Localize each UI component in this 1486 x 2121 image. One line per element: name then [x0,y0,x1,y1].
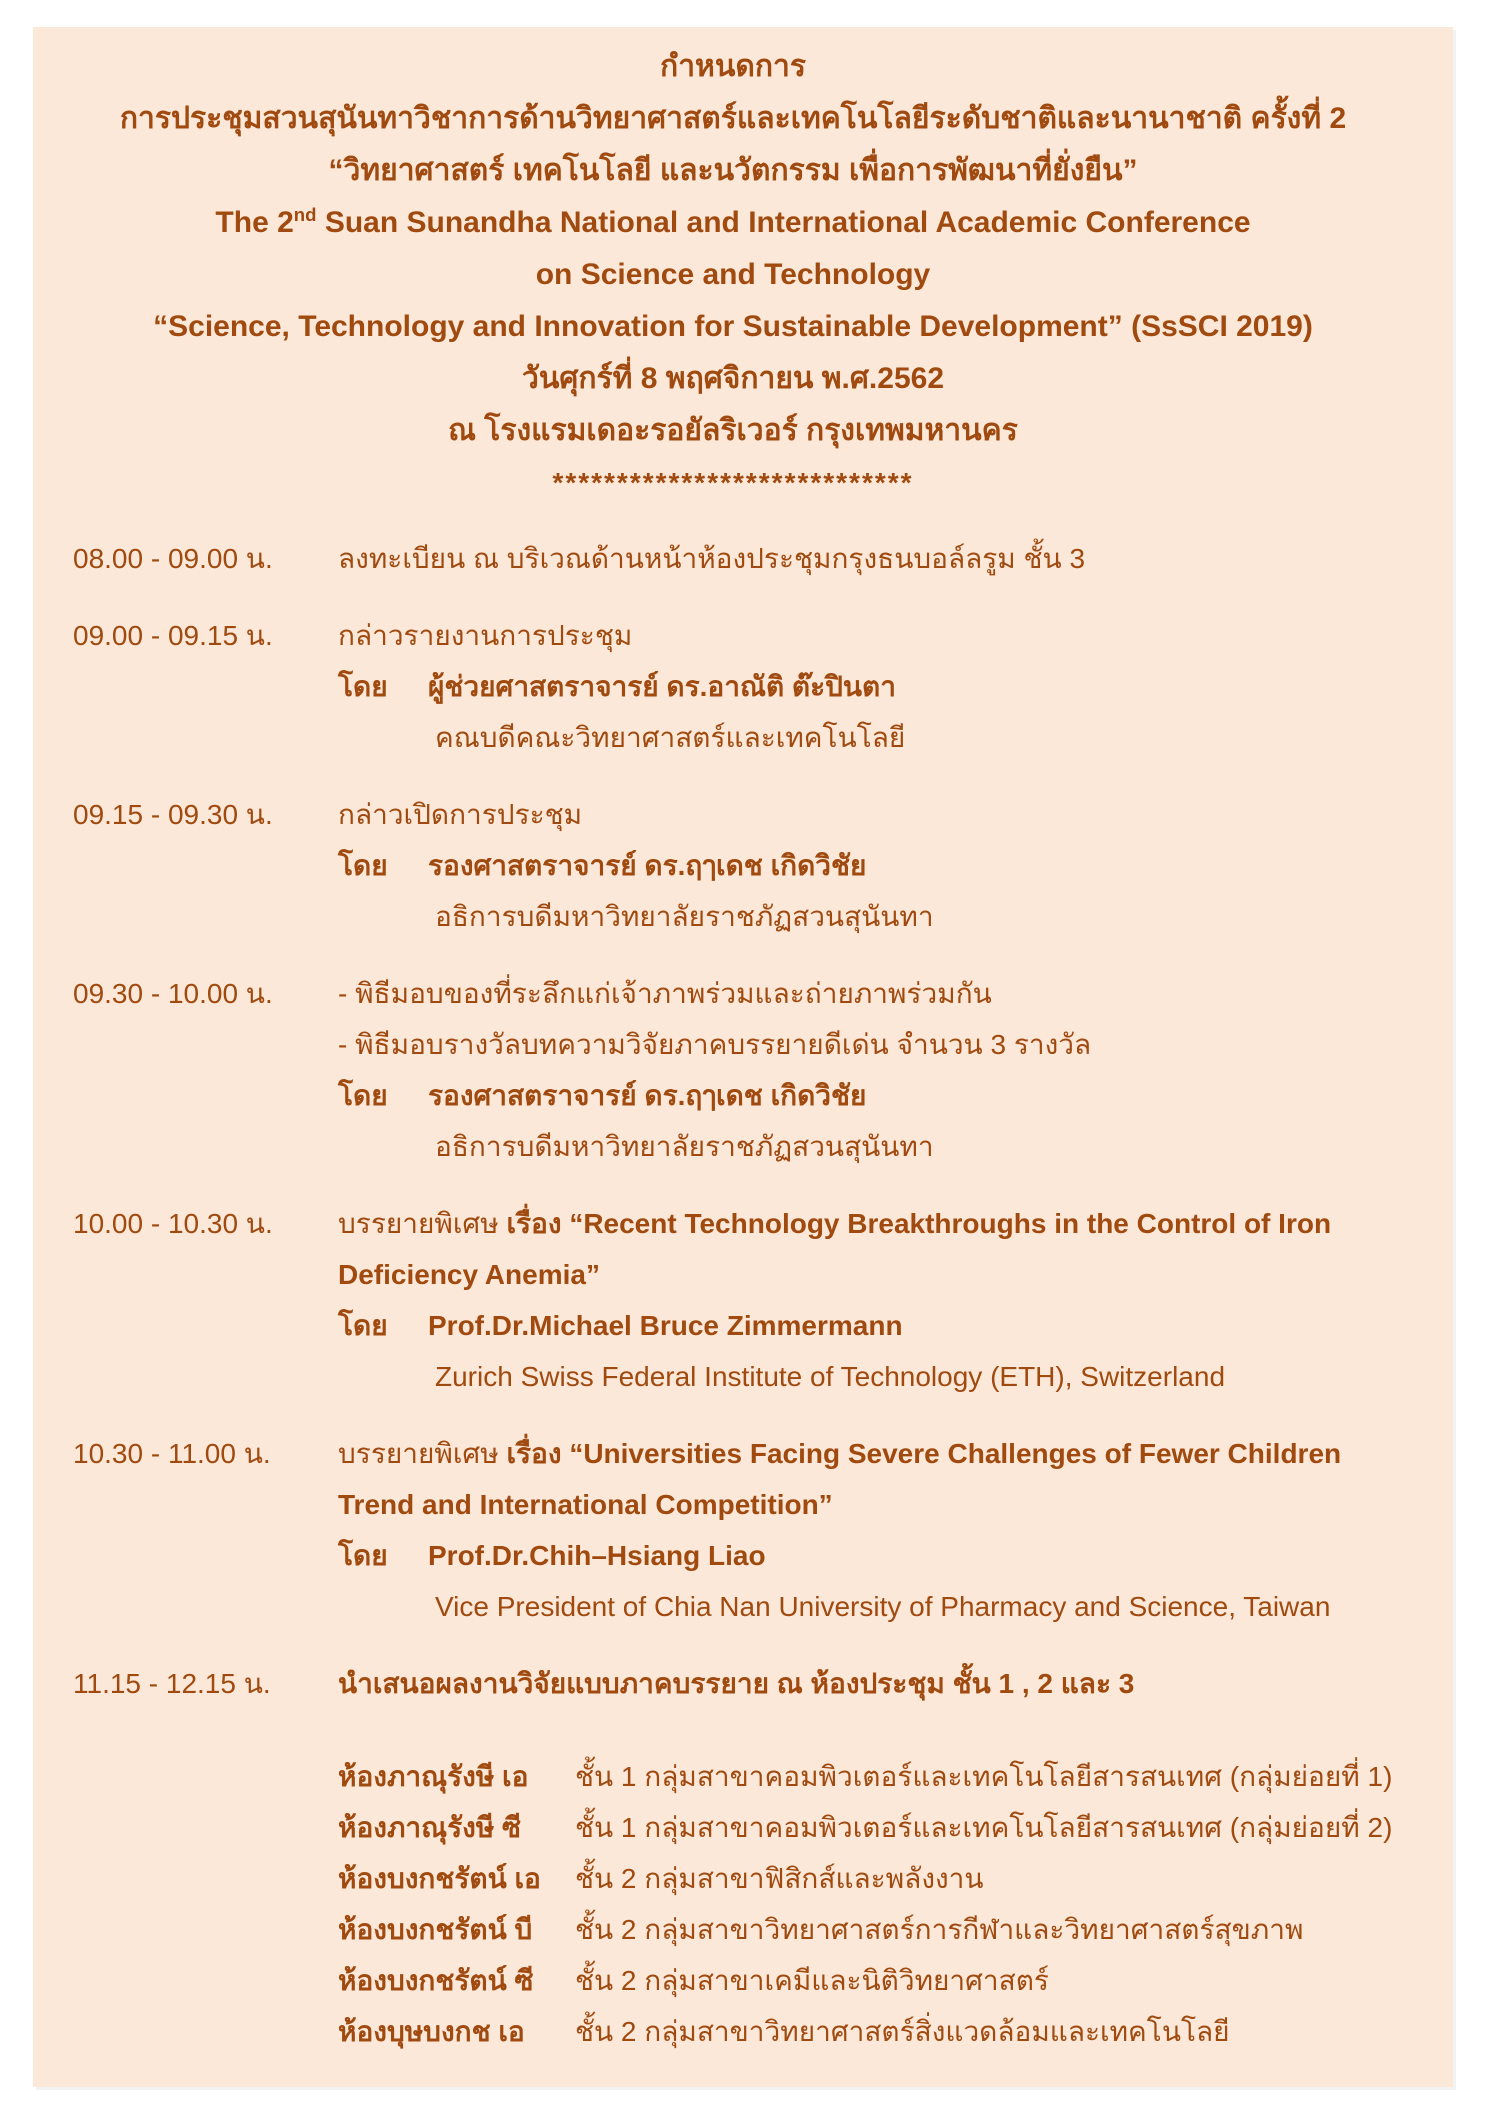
speaker-line [338,661,1425,712]
speaker-line [338,840,1425,891]
room-name: ห้องบุษบงกช เอ [338,2016,525,2047]
schedule-time: 09.15 - 09.30 น. [73,799,273,830]
schedule-line: กล่าวเปิดการประชุม [338,799,583,830]
speaker-line [338,1070,1425,1121]
conference-name-thai: การประชุมสวนสุนันทาวิชาการด้านวิทยาศาสตร์และเทคโนโลยีระดับชาติและนานาชาติ ครั้งที่ 2 [119,102,1347,135]
ordinal-superscript: nd [293,204,317,225]
schedule-content [338,1198,1425,1402]
schedule-content [338,1658,1425,1709]
speaker-affiliation: อธิการบดีมหาวิทยาลัยราชภัฏสวนสุนันทา [435,901,934,932]
rooms-list [338,1751,1425,2057]
speaker-affiliation: คณบดีคณะวิทยาศาสตร์และเทคโนโลยี [435,722,906,753]
schedule-content [338,789,1425,942]
conference-name-english-rest: Suan Sunandha National and International Academic Conference [316,206,1251,239]
room-row [338,1853,1425,1904]
by-label: โดย [338,1540,388,1571]
schedule-content [338,968,1425,1172]
conference-theme-english: “Science, Technology and Innovation for Sustainable Development” (SsSCI 2019) [153,310,1313,343]
speaker-line [338,1530,1425,1581]
room-row [338,1955,1425,2006]
schedule-time: 10.00 - 10.30 น. [73,1208,273,1239]
schedule-line: กล่าวรายงานการประชุม [338,620,633,651]
speaker-name: Prof.Dr.Chih–Hsiang Liao [428,1540,766,1571]
star-divider: **************************** [552,467,914,498]
schedule-content [338,533,1425,584]
document-header [41,41,1425,509]
speaker-affiliation: อธิการบดีมหาวิทยาลัยราชภัฏสวนสุนันทา [435,1131,934,1162]
schedule-time: 10.30 - 11.00 น. [73,1438,271,1469]
schedule-row [41,789,1425,942]
schedule-time: 08.00 - 09.00 น. [73,543,273,574]
schedule-line: - พิธีมอบของที่ระลึกแก่เจ้าภาพร่วมและถ่ายภาพร่วมกัน [338,978,992,1009]
by-label: โดย [338,671,388,702]
schedule-row [41,1428,1425,1632]
page-title: กำหนดการ [660,50,806,83]
conference-name-english-prefix: The 2 [215,206,294,239]
schedule-row [41,610,1425,763]
room-description: ชั้น 2 กลุ่มสาขาฟิสิกส์และพลังงาน [575,1863,984,1894]
schedule-content [338,610,1425,763]
schedule-line-mixed [338,1428,1425,1530]
schedule-row [41,968,1425,1172]
schedule-time: 09.00 - 09.15 น. [73,620,273,651]
conference-theme-thai: “วิทยาศาสตร์ เทคโนโลยี และนวัตกรรม เพื่อการพัฒนาที่ยั่งยืน” [328,154,1138,187]
room-description: ชั้น 2 กลุ่มสาขาวิทยาศาสตร์การกีฬาและวิทยาศาสตร์สุขภาพ [575,1914,1304,1945]
speaker-name: รองศาสตราจารย์ ดร.ฤๅเดช เกิดวิชัย [428,850,867,881]
lecture-title: เรื่อง “Recent Technology Breakthroughs in the Control of Iron Deficiency Anemia” [338,1208,1332,1290]
room-name: ห้องบงกชรัตน์ ซี [338,1965,534,1996]
room-description: ชั้น 1 กลุ่มสาขาคอมพิวเตอร์และเทคโนโลยีสารสนเทศ (กลุ่มย่อยที่ 1) [575,1761,1393,1792]
by-label: โดย [338,1080,388,1111]
speaker-name: Prof.Dr.Michael Bruce Zimmermann [428,1310,903,1341]
room-row [338,1904,1425,1955]
schedule-line-mixed [338,1198,1425,1300]
speaker-name: ผู้ช่วยศาสตราจารย์ ดร.อาณัติ ต๊ะปินตา [428,671,896,702]
room-name: ห้องภาณุรังษี เอ [338,1761,529,1792]
conference-venue: ณ โรงแรมเดอะรอยัลริเวอร์ กรุงเทพมหานคร [448,414,1018,447]
room-name: ห้องบงกชรัตน์ เอ [338,1863,541,1894]
room-name: ห้องภาณุรังษี ซี [338,1812,522,1843]
room-description: ชั้น 1 กลุ่มสาขาคอมพิวเตอร์และเทคโนโลยีสารสนเทศ (กลุ่มย่อยที่ 2) [575,1812,1393,1843]
conference-name-english [41,197,1425,249]
room-row [338,1751,1425,1802]
schedule-content [338,1428,1425,1632]
by-label: โดย [338,850,388,881]
room-description: ชั้น 2 กลุ่มสาขาเคมีและนิติวิทยาศาสตร์ [575,1965,1049,1996]
schedule-line: ลงทะเบียน ณ บริเวณด้านหน้าห้องประชุมกรุงธนบอล์ลรูม ชั้น 3 [338,543,1086,574]
schedule-line: - พิธีมอบรางวัลบทความวิจัยภาคบรรยายดีเด่น จำนวน 3 รางวัล [338,1029,1092,1060]
room-name: ห้องบงกชรัตน์ บี [338,1914,533,1945]
speaker-line [338,1300,1425,1351]
conference-date: วันศุกร์ที่ 8 พฤศจิกายน พ.ศ.2562 [521,362,945,395]
room-row [338,2006,1425,2057]
speaker-affiliation: Vice President of Chia Nan University of Pharmacy and Science, Taiwan [435,1591,1331,1622]
schedule-time: 09.30 - 10.00 น. [73,978,273,1009]
lecture-type-label: บรรยายพิเศษ [338,1208,507,1239]
by-label: โดย [338,1310,388,1341]
room-row [338,1802,1425,1853]
lecture-type-label: บรรยายพิเศษ [338,1438,507,1469]
conference-name-english-line2: on Science and Technology [535,258,931,291]
schedule-time: 11.15 - 12.15 น. [73,1668,271,1699]
lecture-title: เรื่อง “Universities Facing Severe Challenges of Fewer Children Trend and International Competition” [338,1438,1342,1520]
schedule-row [41,1658,1425,1709]
speaker-affiliation: Zurich Swiss Federal Institute of Technology (ETH), Switzerland [435,1361,1226,1392]
speaker-name: รองศาสตราจารย์ ดร.ฤๅเดช เกิดวิชัย [428,1080,867,1111]
schedule-line: นำเสนอผลงานวิจัยแบบภาคบรรยาย ณ ห้องประชุม ชั้น 1 , 2 และ 3 [338,1668,1135,1699]
conference-schedule-page [33,27,1453,2087]
room-description: ชั้น 2 กลุ่มสาขาวิทยาศาสตร์สิ่งแวดล้อมและเทคโนโลยี [575,2016,1230,2047]
schedule-list [41,533,1425,1709]
schedule-row [41,1198,1425,1402]
schedule-row [41,533,1425,584]
